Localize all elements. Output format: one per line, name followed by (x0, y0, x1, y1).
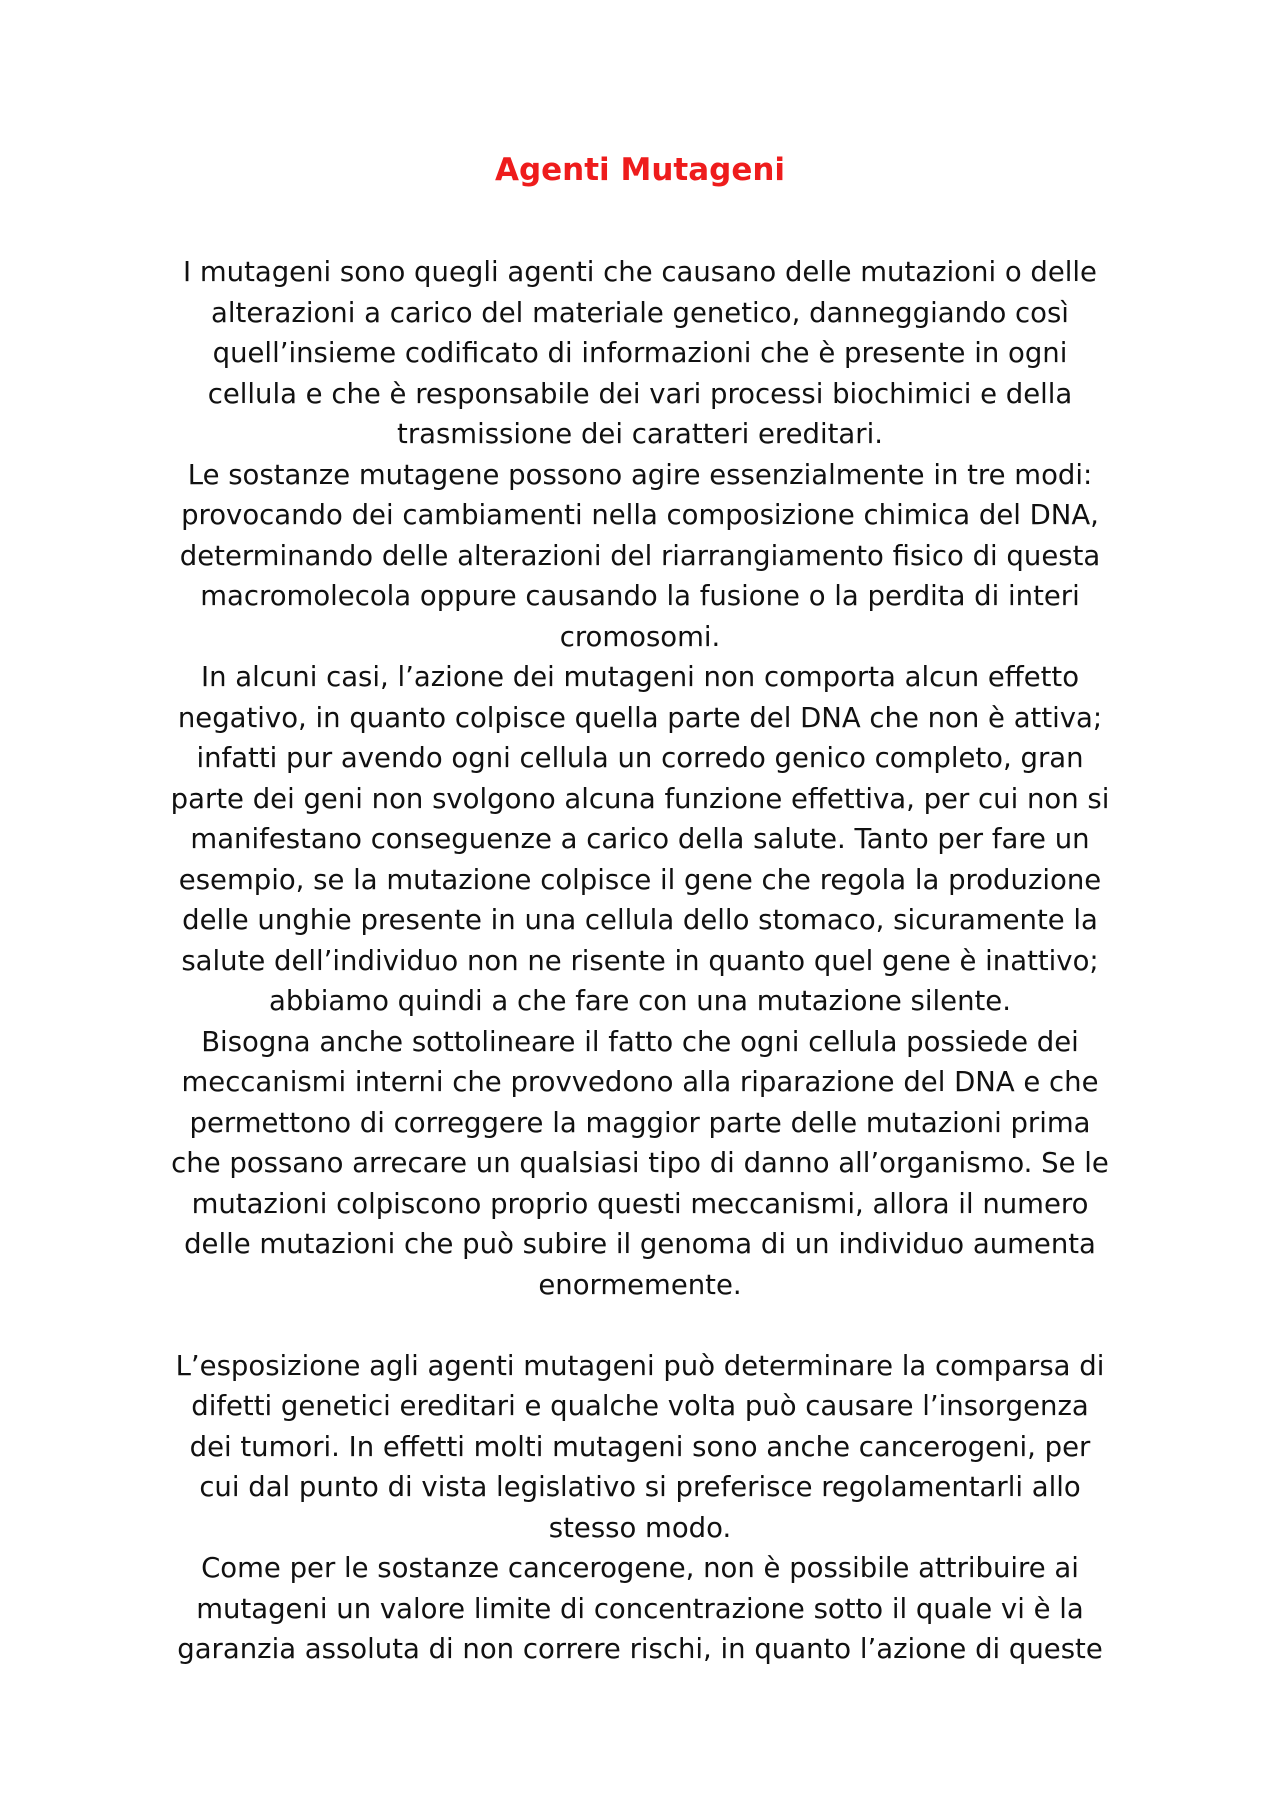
text-line: alterazioni a carico del materiale genetico, danneggiando così (211, 296, 1069, 329)
body-text (110, 252, 1170, 1670)
text-line: negativo, in quanto colpisce quella parte del DNA che non è attiva; (177, 701, 1103, 734)
text-line: provocando dei cambiamenti nella composizione chimica del DNA, (181, 499, 1099, 531)
text-line: trasmissione dei caratteri ereditari. (397, 418, 883, 450)
blank-line (110, 1305, 1170, 1346)
text-line: garanzia assoluta di non correre rischi, in quanto l’azione di queste (177, 1633, 1103, 1665)
text-line: macromolecola oppure causando la fusione o la perdita di interi (200, 580, 1080, 612)
page-title: Agenti Mutageni (494, 152, 786, 188)
text-line: Come per le sostanze cancerogene, non è possibile attribuire ai (201, 1552, 1079, 1584)
text-line: Le sostanze mutagene possono agire essenzialmente in tre modi: (187, 458, 1093, 491)
text-line: mutazioni colpiscono proprio questi meccanismi, allora il numero (191, 1187, 1089, 1220)
text-line: dei tumori. In effetti molti mutageni sono anche cancerogeni, per (189, 1430, 1091, 1463)
text-line: quell’insieme codificato di informazioni che è presente in ogni (212, 337, 1068, 369)
text-line: determinando delle alterazioni del riarrangiamento fisico di questa (179, 539, 1101, 572)
text-line: meccanismi interni che provvedono alla riparazione del DNA e che (181, 1066, 1099, 1098)
text-line: stesso modo. (548, 1511, 732, 1544)
text-line: L’esposizione agli agenti mutageni può determinare la comparsa di (175, 1349, 1105, 1382)
text-line: che possano arrecare un qualsiasi tipo di danno all’organismo. Se le (171, 1147, 1109, 1179)
text-line: delle mutazioni che può subire il genoma di un individuo aumenta (184, 1228, 1096, 1260)
text-line: mutageni un valore limite di concentrazione sotto il quale vi è la (196, 1592, 1084, 1625)
text-line: parte dei geni non svolgono alcuna funzione effettiva, per cui non si (170, 782, 1110, 815)
text-line: manifestano conseguenze a carico della salute. Tanto per fare un (190, 823, 1090, 855)
text-line: Bisogna anche sottolineare il fatto che ogni cellula possiede dei (201, 1025, 1079, 1058)
text-line: I mutageni sono quegli agenti che causano delle mutazioni o delle (183, 256, 1097, 288)
text-line: cromosomi. (559, 620, 721, 653)
text-line: cellula e che è responsabile dei vari processi biochimici e della (207, 377, 1073, 410)
text-line: difetti genetici ereditari e qualche volta può causare l’insorgenza (191, 1390, 1089, 1422)
text-line: cui dal punto di vista legislativo si preferisce regolamentarli allo (199, 1471, 1081, 1503)
text-line: enormemente. (538, 1268, 742, 1301)
text-line: salute dell’individuo non ne risente in quanto quel gene è inattivo; (181, 944, 1099, 977)
text-line: permettono di correggere la maggior parte delle mutazioni prima (189, 1106, 1091, 1139)
text-line: esempio, se la mutazione colpisce il gene che regola la produzione (178, 863, 1102, 896)
text-line: infatti pur avendo ogni cellula un corredo genico completo, gran (196, 742, 1084, 774)
text-line: delle unghie presente in una cellula dello stomaco, sicuramente la (182, 904, 1098, 936)
text-line: In alcuni casi, l’azione dei mutageni non comporta alcun effetto (200, 661, 1080, 693)
text-line: abbiamo quindi a che fare con una mutazione silente. (269, 985, 1011, 1017)
